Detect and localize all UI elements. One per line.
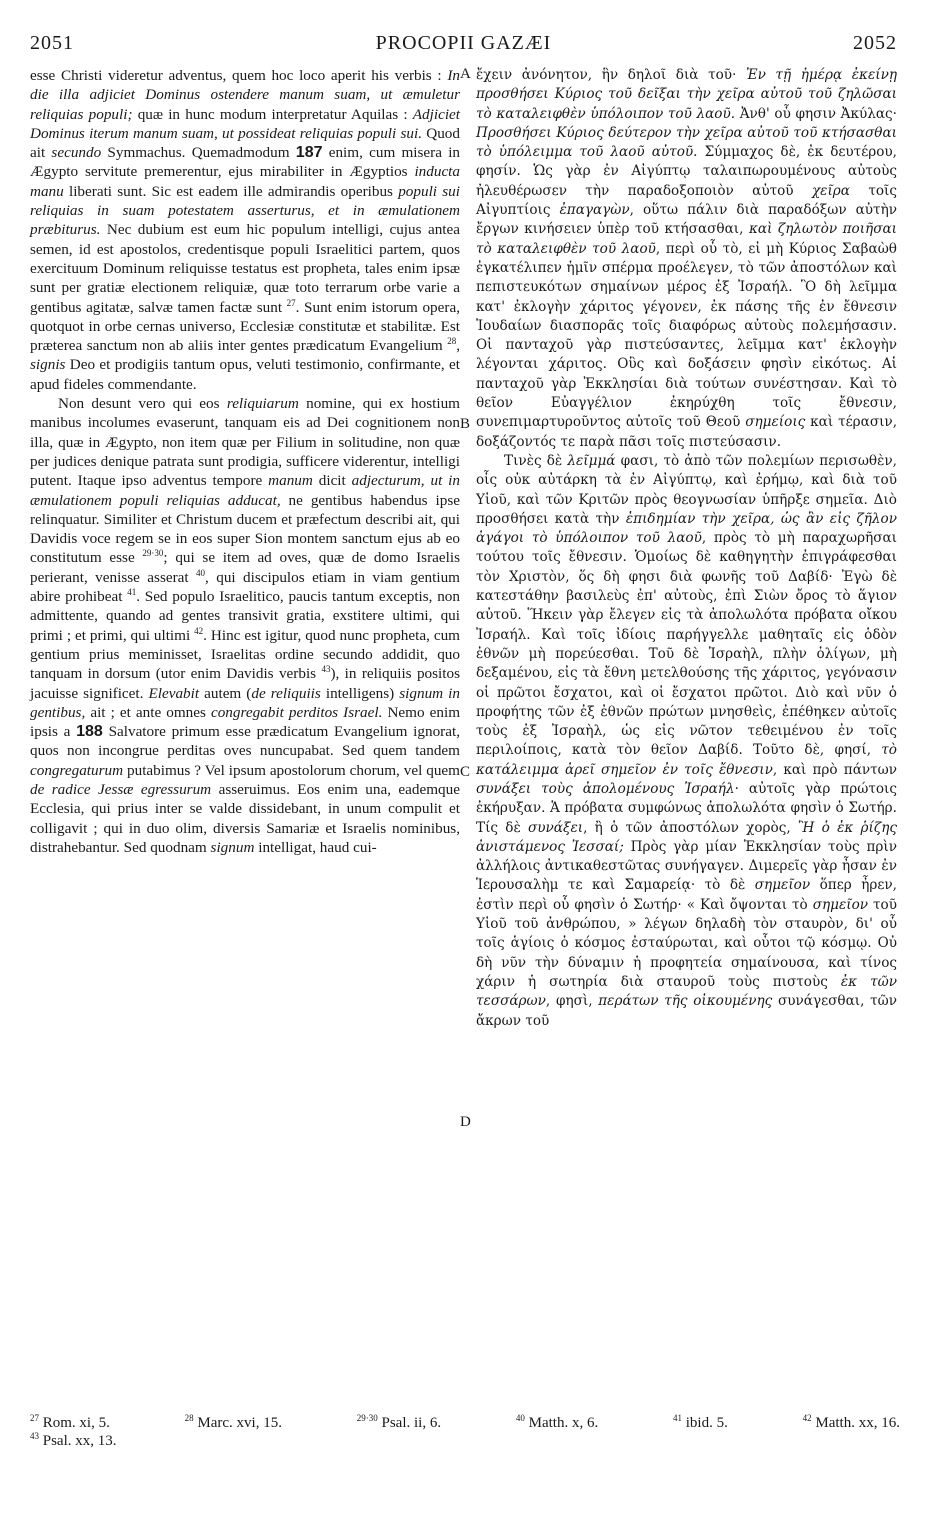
italic-text: signis	[30, 356, 66, 374]
running-title: PROCOPII GAZÆI	[375, 32, 552, 54]
footnote-27	[30, 1414, 110, 1432]
italic-text: Adjiciet Dominus iterum manum suam, ut possideat reliquias populi sui.	[30, 105, 460, 142]
text: liberati sunt. Sic est eadem ille admirandis operibus	[63, 182, 399, 200]
italic-text: Προσθήσει Κύριος δεύτερον τὴν χεῖρα αὐτοῦ τοῦ κτήσασθαι τὸ ὑπόλειμμα τοῦ λαοῦ αὐτοῦ.	[476, 124, 897, 161]
italic-text: ἐπιδημίαν τὴν χεῖρα, ὡς ἂν εἰς ζῆλον ἀγάγοι τὸ ὑπόλοιπον τοῦ λαοῦ	[476, 510, 897, 547]
text: intelligens)	[320, 684, 400, 702]
text: intelligat, haud cui-	[254, 838, 377, 856]
footnote-ref: 28	[447, 336, 457, 347]
footnote-29-30	[357, 1414, 441, 1432]
italic-text: σημεῖον	[754, 877, 811, 894]
text: ; qui se item ad oves, quæ de domo Israelis perierant, venisse asserat	[30, 549, 460, 586]
italic-text: λεῖμμά	[567, 452, 616, 469]
greek-paragraph-1	[476, 66, 897, 452]
text: Symmachus. Quemadmodum	[101, 144, 296, 162]
text: asseruimus. Eos enim una, eademque Ecclesia, qui prius inter se valde dissidebant, in unum compulit et colligavit ; qui in duo olim, diversis Samariæ et Israelis nominibus, distrahebantur. Sed quodnam	[30, 780, 460, 856]
italic-text: adjecturum, ut in æmulationem populi reliquias adducat,	[30, 472, 460, 509]
footnote-ref: 43	[321, 664, 331, 675]
text: τοῖς Αἰγυπτίοις	[476, 182, 897, 219]
margin-marker-d: D	[460, 1114, 471, 1130]
text: Πρὸς γὰρ μίαν Ἐκκλησίαν τοὺς πρὶν ἀλλήλοις ἀντικαθεστῶτας συνήγαγεν. Διμερεῖς γὰρ ἦσαν ἐν Ἱερουσαλὴμ τε καὶ Σαμαρείᾳ· τὸ δὲ	[476, 838, 897, 894]
footnote-text: Matth. x, 6.	[528, 1415, 599, 1431]
text: καὶ τέρασιν, δοξάζοντός τε παρὰ πᾶσι τοῖς πιστεύσασιν.	[476, 414, 898, 450]
footnote-text: Rom. xi, 5.	[42, 1415, 110, 1431]
italic-text: συνάξει	[528, 819, 584, 836]
text: Ἀνθ' οὗ φησιν Ἀκύλας·	[735, 105, 897, 122]
footnote-text: Marc. xvi, 15.	[197, 1415, 282, 1431]
text: Σύμμαχος δὲ, ἐκ δευτέρου, φησίν. Ὡς γὰρ ἐν Αἰγύπτῳ ταλαιπωρουμένους αὐτοὺς ἠλευθέρωσεν τὴν παραδοξοποιὸν αὐτοῦ	[476, 144, 898, 199]
text: esse Christi videretur adventus, quem hoc loco aperit his verbis :	[30, 67, 448, 84]
text: , καὶ πρὸ πάντων	[772, 761, 898, 778]
latin-paragraph-2	[30, 394, 460, 857]
footnote-number: 28	[184, 1413, 194, 1423]
italic-text: populi sui reliquias in suam potestatem asserturus, et in æmulationem præbiturus.	[30, 182, 460, 239]
text: τοῦ Υἱοῦ τοῦ ἀνθρώπου, » λέγων δηλαδὴ τὸν σταυρὸν, δι' οὗ τοῖς ἁγίοις ὁ κόσμος ἐσταύρωται, καὶ οὗτοι τῷ κόσμῳ. Οὐ δὴ νῦν τὴν δύναμιν ἡ προφητεία σημαίνουσα, καὶ τίνος χάριν ἡ σωτηρία διὰ σταυροῦ τοὺς πιστοὺς	[476, 896, 898, 990]
italic-text: congregaturum	[30, 761, 124, 779]
italic-text: signum in gentibus,	[30, 684, 460, 721]
text: , qui discipulos etiam in viam gentium abire prohibeat	[30, 568, 460, 606]
footnote-ref: 29·30	[142, 548, 164, 559]
italic-text: Elevabit	[148, 684, 200, 702]
text: Nec dubium est eum hic populum intelligi, cujus antea semen, id est apostolos, credentisque populi Israelitici partem, quos exercituum Dominum reliquisse testatus est propheta, tales enim ipsæ sunt per gratiæ electionem reliquiæ, quæ toto terrarum orbe varie a gentibus agitatæ, salvæ tamen factæ sunt	[30, 221, 460, 316]
italic-text: καὶ ζηλωτὸν ποιῆσαι τὸ καταλειφθὲν τοῦ λαοῦ	[476, 221, 897, 257]
italic-text: de radice Jessæ egressurum	[30, 780, 212, 798]
right-column-number: 2052	[853, 32, 897, 54]
footnote-text: ibid. 5.	[685, 1415, 728, 1431]
text: , ἢ ὁ τῶν ἀποστόλων χορὸς,	[583, 819, 798, 836]
margin-marker-b: B	[460, 416, 471, 432]
text: ὅπερ ἦρεν, ἐστὶν περὶ οὗ φησὶν ὁ Σωτήρ· « Καὶ ὄψονται τὸ	[476, 877, 897, 913]
text: , φησὶ,	[545, 993, 599, 1010]
running-header	[30, 32, 897, 62]
column-reference-number: 187	[295, 144, 323, 162]
italic-text: signum	[210, 838, 255, 856]
text: enim, cum misera in Ægypto servitute premerentur, ejus mirabiliter in Ægyptios	[30, 144, 461, 181]
text: . Sed populo Israelitico, paucis tantum exceptis, non admittente, quando ad gentes transivit gratia, exstitere ultimi, qui primi ; et primi, qui ultimi	[30, 588, 460, 644]
italic-text: In die illa adjiciet Dominus ostendere manum suam, ut æmuletur reliquias populi;	[30, 67, 460, 123]
footnote-41	[673, 1414, 728, 1432]
footnote-number: 27	[30, 1413, 39, 1423]
text: putabimus ? Vel ipsum apostolorum chorum, vel quem	[123, 761, 460, 779]
footnote-42	[803, 1414, 900, 1432]
text: . Hinc est igitur, quod nunc propheta, cum gentium prius meminisset, Israelitas ordine secundo addidit, quo tanquam in dorsum (utor enim Davidis verbis	[30, 626, 460, 683]
italic-text: ἐπαγαγὼν	[559, 202, 630, 219]
footnote-text: Matth. xx, 16.	[815, 1415, 900, 1431]
italic-text: manum	[268, 472, 313, 490]
italic-text: secundo	[51, 144, 102, 162]
italic-text: συνάξει τοὺς ἀπολομένους Ἰσραήλ	[476, 780, 735, 797]
latin-column	[30, 66, 460, 857]
footnote-number: 42	[802, 1413, 812, 1423]
latin-paragraph-1	[30, 66, 460, 394]
greek-paragraph-2	[476, 452, 897, 1031]
italic-text: χεῖρα	[811, 182, 850, 199]
margin-marker-c: C	[460, 764, 471, 780]
text: dicit	[312, 472, 352, 490]
italic-text: τὸ κατάλειμμα ἀρεῖ σημεῖον ἐν τοῖς ἔθνεσιν	[476, 742, 897, 778]
footnote-ref: 41	[127, 586, 137, 597]
greek-column	[476, 66, 897, 1031]
footnotes	[30, 1414, 900, 1450]
footnote-number: 29·30	[356, 1413, 378, 1423]
footnote-40	[516, 1414, 598, 1432]
text: quæ in hunc modum interpretatur Aquilas :	[132, 105, 413, 123]
footnote-ref: 27	[286, 297, 296, 308]
italic-text: σημεῖον	[812, 896, 869, 913]
italic-text: ἐκ τῶν τεσσάρων	[476, 973, 897, 1010]
footnote-number: 41	[672, 1413, 682, 1423]
text: ), in reliquiis positos jacuisse significet.	[30, 665, 460, 702]
text: Salvatore primum esse prædicatum Evangelium ignorat, quos non incongrue perditas oves nuncupabat. Sed quem tandem	[30, 723, 460, 760]
margin-marker-a: A	[460, 66, 471, 82]
footnote-row-1	[30, 1414, 900, 1432]
footnote-43	[30, 1432, 117, 1450]
text: · αὐτοῖς γὰρ πρώτοις ἐκήρυξαν. Ἁ πρόβατα συμφώνως ἀπολωλότα φησὶν ὁ Σωτήρ. Τίς δὲ	[476, 780, 897, 836]
column-reference-number: 188	[76, 723, 103, 741]
text: ait ; et ante omnes	[85, 703, 211, 721]
footnote-number: 43	[30, 1431, 39, 1441]
text: nomine, qui ex hostium manibus incolumes evaserunt, tanquam eis ad Dei cognitionem non illa, quæ in Ægypto, non item quæ per Filium in solitudine, non quæ per judices denique patrata sunt prodigia, sufficere viderentur, intelligi putent. Itaque ipso adventus tempore	[30, 395, 460, 490]
text: Quod ait	[30, 124, 460, 162]
italic-text: inducta manu	[30, 163, 460, 200]
footnote-row-2	[30, 1432, 900, 1450]
text: ,	[456, 337, 460, 355]
text: Non desunt vero qui eos	[58, 395, 227, 413]
text: Nemo enim ipsis a	[30, 703, 461, 741]
footnote-text: Psal. xx, 13.	[42, 1433, 117, 1449]
italic-text: Ἢ ὁ ἐκ ῥίζης ἀνιστάμενος Ἰεσσαί;	[476, 819, 897, 855]
text: , πρὸς τὸ μὴ παραχωρῆσαι τούτου τοῖς ἔθνεσιν. Ὁμοίως δὲ καθηγητὴν ἐπιγράφεσθαι τὸν Χριστὸν, ὅς δὴ φησι διὰ φωνῆς τοῦ Δαβίδ· Ἐγὼ δὲ κατεστάθην βασιλεὺς ἐπ' αὐτοὺς, ἐπὶ Σιὼν ὄρος τὸ ἅγιον αὐτοῦ. Ἥκειν γὰρ ἔλεγεν εἰς τὰ ἀπολωλότα πρόβατα οἴκου Ἰσραήλ. Καὶ τοῖς ἰδίοις παρήγγελλε μαθηταῖς εἰς ὁδὸν ἐθνῶν μὴ πορεύεσθαι. Τοῦ δὲ Ἰσραὴλ, πλὴν ὀλίγων, μὴ δεξαμένου, εἰς τὰ ἔθνη μετελθούσης τῆς χάριτος, γεγόνασιν οἱ πρῶτοι ἔσχατοι, καὶ οἱ ἔσχατοι πρῶτοι. Διὸ καὶ νῦν ὁ προφήτης τῶν ἐξ ἐθνῶν πρώτων μνησθεὶς, ἐπέθηκεν αὐτοῖς τοὺς ἐξ Ἰσραὴλ, ὡς εἰς νῶτον τεθειμένου ἐν τοῖς περιλοίποις, κατὰ τὸν θεῖον Δαβίδ. Τοῦτο δὲ, φησί,	[476, 530, 898, 759]
text: ne gentibus habendus ipse relinquatur. Similiter et Christum ducem et præfectum describi ait, qui Davidis voce regem se in eos super Sion montem sanctum ejus ab eo constitutum esse	[30, 491, 460, 567]
footnote-ref: 40	[196, 567, 206, 578]
footnote-text: Psal. ii, 6.	[381, 1415, 442, 1431]
footnote-ref: 42	[194, 625, 204, 636]
text: . Sunt enim istorum opera, quotquot in orbe cernas universo, Ecclesiæ constitutæ et stabilitæ. Est præterea sanctum non ab aliis inter gentes prædicatum Evangelium	[30, 298, 460, 355]
text: Τινὲς δὲ	[504, 452, 568, 469]
italic-text: Ἐν τῇ ἡμέρᾳ ἐκείνῃ προσθήσει Κύριος τοῦ δεῖξαι τὴν χεῖρα αὐτοῦ τοῦ ζηλῶσαι τὸ καταλειφθὲν ὑπόλοιπον τοῦ λαοῦ.	[476, 67, 897, 122]
footnote-number: 40	[515, 1413, 525, 1423]
left-column-number: 2051	[30, 32, 74, 54]
text: autem (	[199, 684, 252, 702]
text: φασι, τὸ ἀπὸ τῶν πολεμίων περισωθὲν, οἷς οὐκ αὐτάρκη τὰ ἐν Αἰγύπτῳ, καὶ ἐρήμῳ, καὶ διὰ τοῦ Υἱοῦ, καὶ τῶν Κριτῶν πρὸς θεογνωσίαν ὑπῆρξε σημεῖα. Διὸ προσθήσει κατὰ τὴν	[476, 452, 897, 527]
italic-text: σημείοις	[745, 414, 806, 431]
italic-text: congregabit perditos Israel.	[210, 703, 383, 721]
italic-text: reliquiarum	[226, 395, 299, 413]
footnote-28	[185, 1414, 282, 1432]
italic-text: de reliquiis	[251, 684, 321, 702]
text: Deo et prodigiis tantum opus, veluti testimonio, confirmante, et apud fideles commendante.	[30, 356, 460, 393]
text: ἔχειν ἀνόνητον, ἣν δηλοῖ διὰ τοῦ·	[476, 67, 746, 83]
text: , οὕτω πάλιν διὰ παραδόξων αὐτὴν ἔργων κινήσειεν ὑπὲρ τοῦ κτήσασθαι,	[476, 202, 897, 238]
text: συνάγεσθαι, τῶν ἄκρων τοῦ	[476, 993, 897, 1029]
text: , περὶ οὗ τὸ, εἰ μὴ Κύριος Σαβαὼθ ἐγκατέλιπεν ἡμῖν σπέρμα προέλεγεν, τὸ τῶν ἀποστόλων καὶ πεπιστευκότων σημαίνων μέρος ἐξ Ἰσραήλ. Ὃ δὴ λεῖμμα κατ' ἐκλογὴν χάριτος γέγονεν, ἐκ πάσης τῆς ἐν ἔθνεσιν Ἰουδαίων διασπορᾶς τοῖς διαφόρως αὐτοὺς πολεμήσασιν. Οἱ πανταχοῦ γὰρ πιστεύσαντες, λεῖμμα κατ' ἐκλογὴν λέγονται χάριτος. Οὓς καὶ δοξάσειν φησὶν εἰκότως. Αἱ πανταχοῦ γὰρ Ἐκκλησίαι διὰ τούτων συνέστησαν. Καὶ τὸ θεῖον Εὐαγγέλιον ἐκηρύχθη τοῖς ἔθνεσιν, συνεπιμαρτυροῦντος αὐτοῖς τοῦ Θεοῦ	[476, 240, 897, 431]
italic-text: περάτων τῆς οἰκουμένης	[598, 993, 773, 1010]
